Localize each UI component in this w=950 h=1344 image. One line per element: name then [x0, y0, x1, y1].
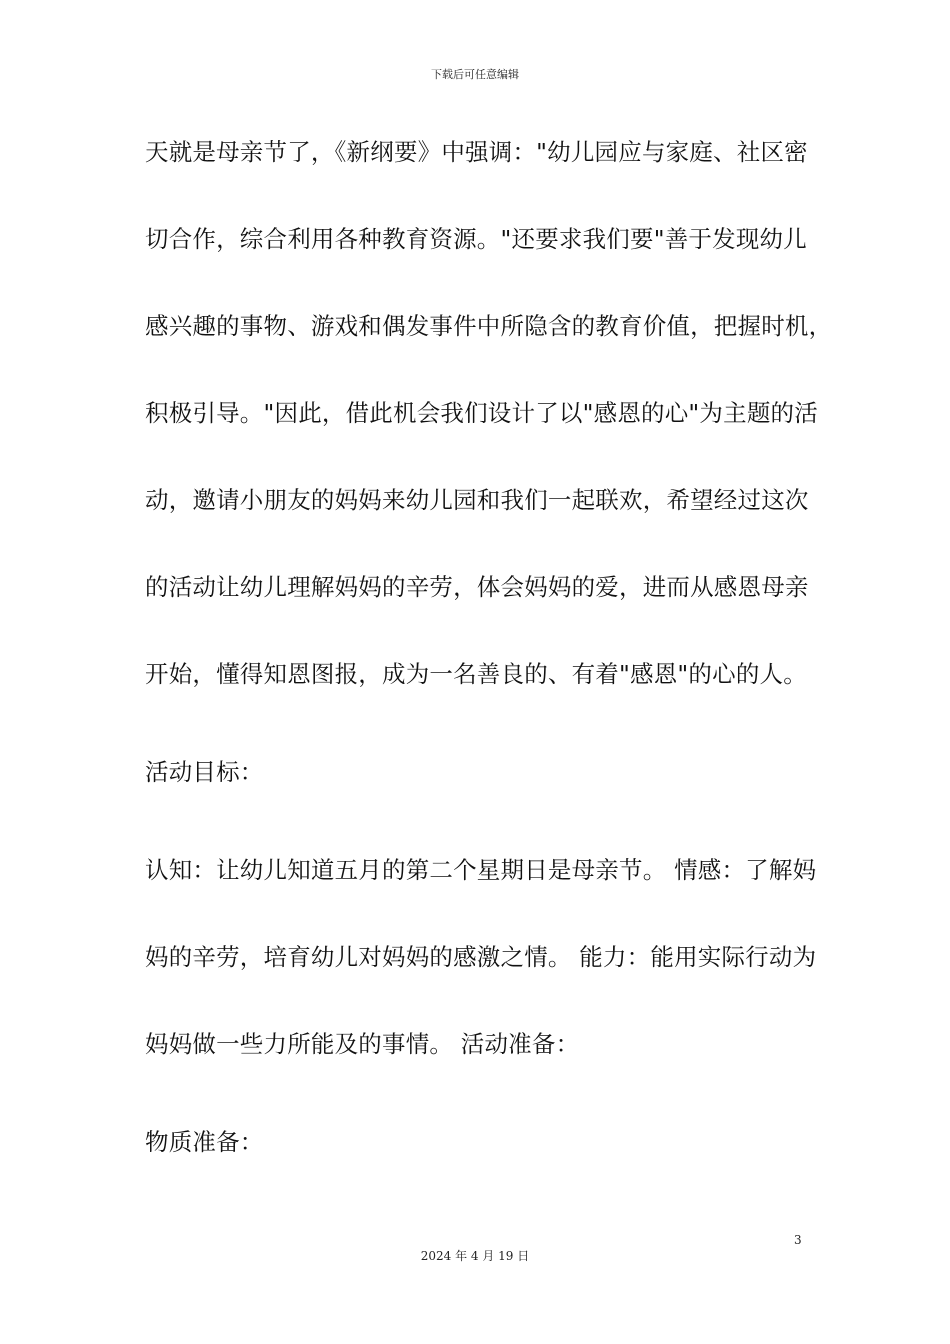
goals-heading: 活动目标：	[145, 758, 264, 786]
document-body	[145, 128, 833, 1205]
paragraph-line: 开始，懂得知恩图报，成为一名善良的、有着"感恩"的心的人。	[145, 660, 807, 688]
paragraph-line: 积极引导。"因此，借此机会我们设计了以"感恩的心"为主题的活	[145, 399, 818, 427]
page-footer-date: 2024 年 4 月 19 日	[420, 1249, 530, 1263]
page-header: 下载后可任意编辑	[431, 68, 519, 81]
paragraph-line: 的活动让幼儿理解妈妈的辛劳，体会妈妈的爱，进而从感恩母亲	[145, 573, 809, 601]
paragraph-line: 感兴趣的事物、游戏和偶发事件中所隐含的教育价值，把握时机，	[145, 312, 833, 340]
materials-heading: 物质准备：	[145, 1128, 264, 1156]
goals-line: 妈妈做一些力所能及的事情。 活动准备：	[145, 1030, 580, 1058]
paragraph-line: 天就是母亲节了，《新纲要》中强调："幼儿园应与家庭、社区密	[145, 138, 808, 166]
paragraph-line: 动，邀请小朋友的妈妈来幼儿园和我们一起联欢，希望经过这次	[145, 486, 809, 514]
goals-line: 妈的辛劳，培育幼儿对妈妈的感激之情。 能力：能用实际行动为	[145, 943, 817, 971]
page-number: 3	[794, 1233, 802, 1247]
paragraph-line: 切合作，综合利用各种教育资源。"还要求我们要"善于发现幼儿	[145, 225, 807, 253]
goals-line: 认知：让幼儿知道五月的第二个星期日是母亲节。 情感：了解妈	[145, 856, 817, 884]
